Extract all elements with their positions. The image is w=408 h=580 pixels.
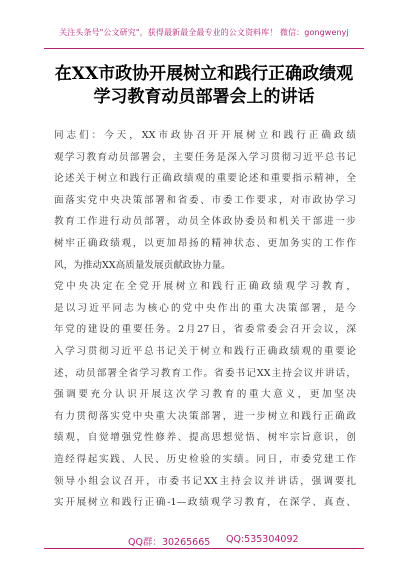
text-line: 绩观，自觉增强党性修养、提高思想觉悟、树牢宗旨意识，创 [54,432,356,444]
document-title [44,63,364,109]
text-line: 同志们：今天，XX市政协召开开展树立和践行正确政绩 [54,130,356,141]
text-line: 论述关于树立和践行正确政绩观的重要论述和重要指示精神，全 [54,173,356,185]
text-line: 党中央决定在全党开展树立和践行正确政绩观学习教育， [54,281,356,293]
title-line: 学习教育动员部署会上的讲话 [93,87,315,107]
paragraph [54,276,356,514]
text-line: 实开展树立和践行正确-1—政绩观学习教育，在深学、真查、 [54,497,356,509]
text-line: 造经得起实践、人民、历史检验的实绩。同日，市委党建工作 [54,453,356,465]
title-line: 在XX市政协开展树立和践行正确政绩观 [54,64,354,84]
document-body [54,125,356,514]
text-line: 述，动员部署全省学习教育工作。省委书记XX主持会议并讲话， [54,367,356,379]
footer-divider [44,548,364,549]
text-line: 强调要充分认识开展这次学习教育的重大意义，更加坚决 [54,389,356,401]
qq-contact-label: QQ:535304092 [226,534,299,545]
text-line: 风，为推动XX高质量发展贡献政协力量。 [54,259,231,271]
text-line: 年党的建设的重要任务。2月27日，省委常委会召开会议，深 [54,324,356,336]
text-line: 领导小组会议召开，市委书记XX主持会议并讲话，强调要扎 [54,475,356,487]
text-line: 教育工作进行动员部署，动员全体政协委员和机关干部进一步 [54,216,356,228]
paragraph [54,125,356,276]
header-note: 关注头条号"公文研究"，获得最新最全最专业的公文资料库！ 微信：gongwenyj [59,28,349,37]
header-divider [44,48,364,49]
footer [0,534,408,548]
text-line: 入学习贯彻习近平总书记关于树立和践行正确政绩观的重要论 [54,345,356,357]
text-line: 观学习教育动员部署会，主要任务是深入学习贯彻习近平总书记 [54,151,356,163]
text-line: 树牢正确政绩观，以更加昂扬的精神状态、更加务实的工作作 [54,237,356,249]
text-line: 是以习近平同志为核心的党中央作出的重大决策部署，是今 [54,302,356,314]
qq-group-label: QQ群：30265665 [128,537,211,548]
text-line: 有力贯彻落实党中央重大决策部署，进一步树立和践行正确政 [54,410,356,422]
text-line: 面落实党中央决策部署和省委、市委工作要求，对市政协学习 [54,194,356,206]
